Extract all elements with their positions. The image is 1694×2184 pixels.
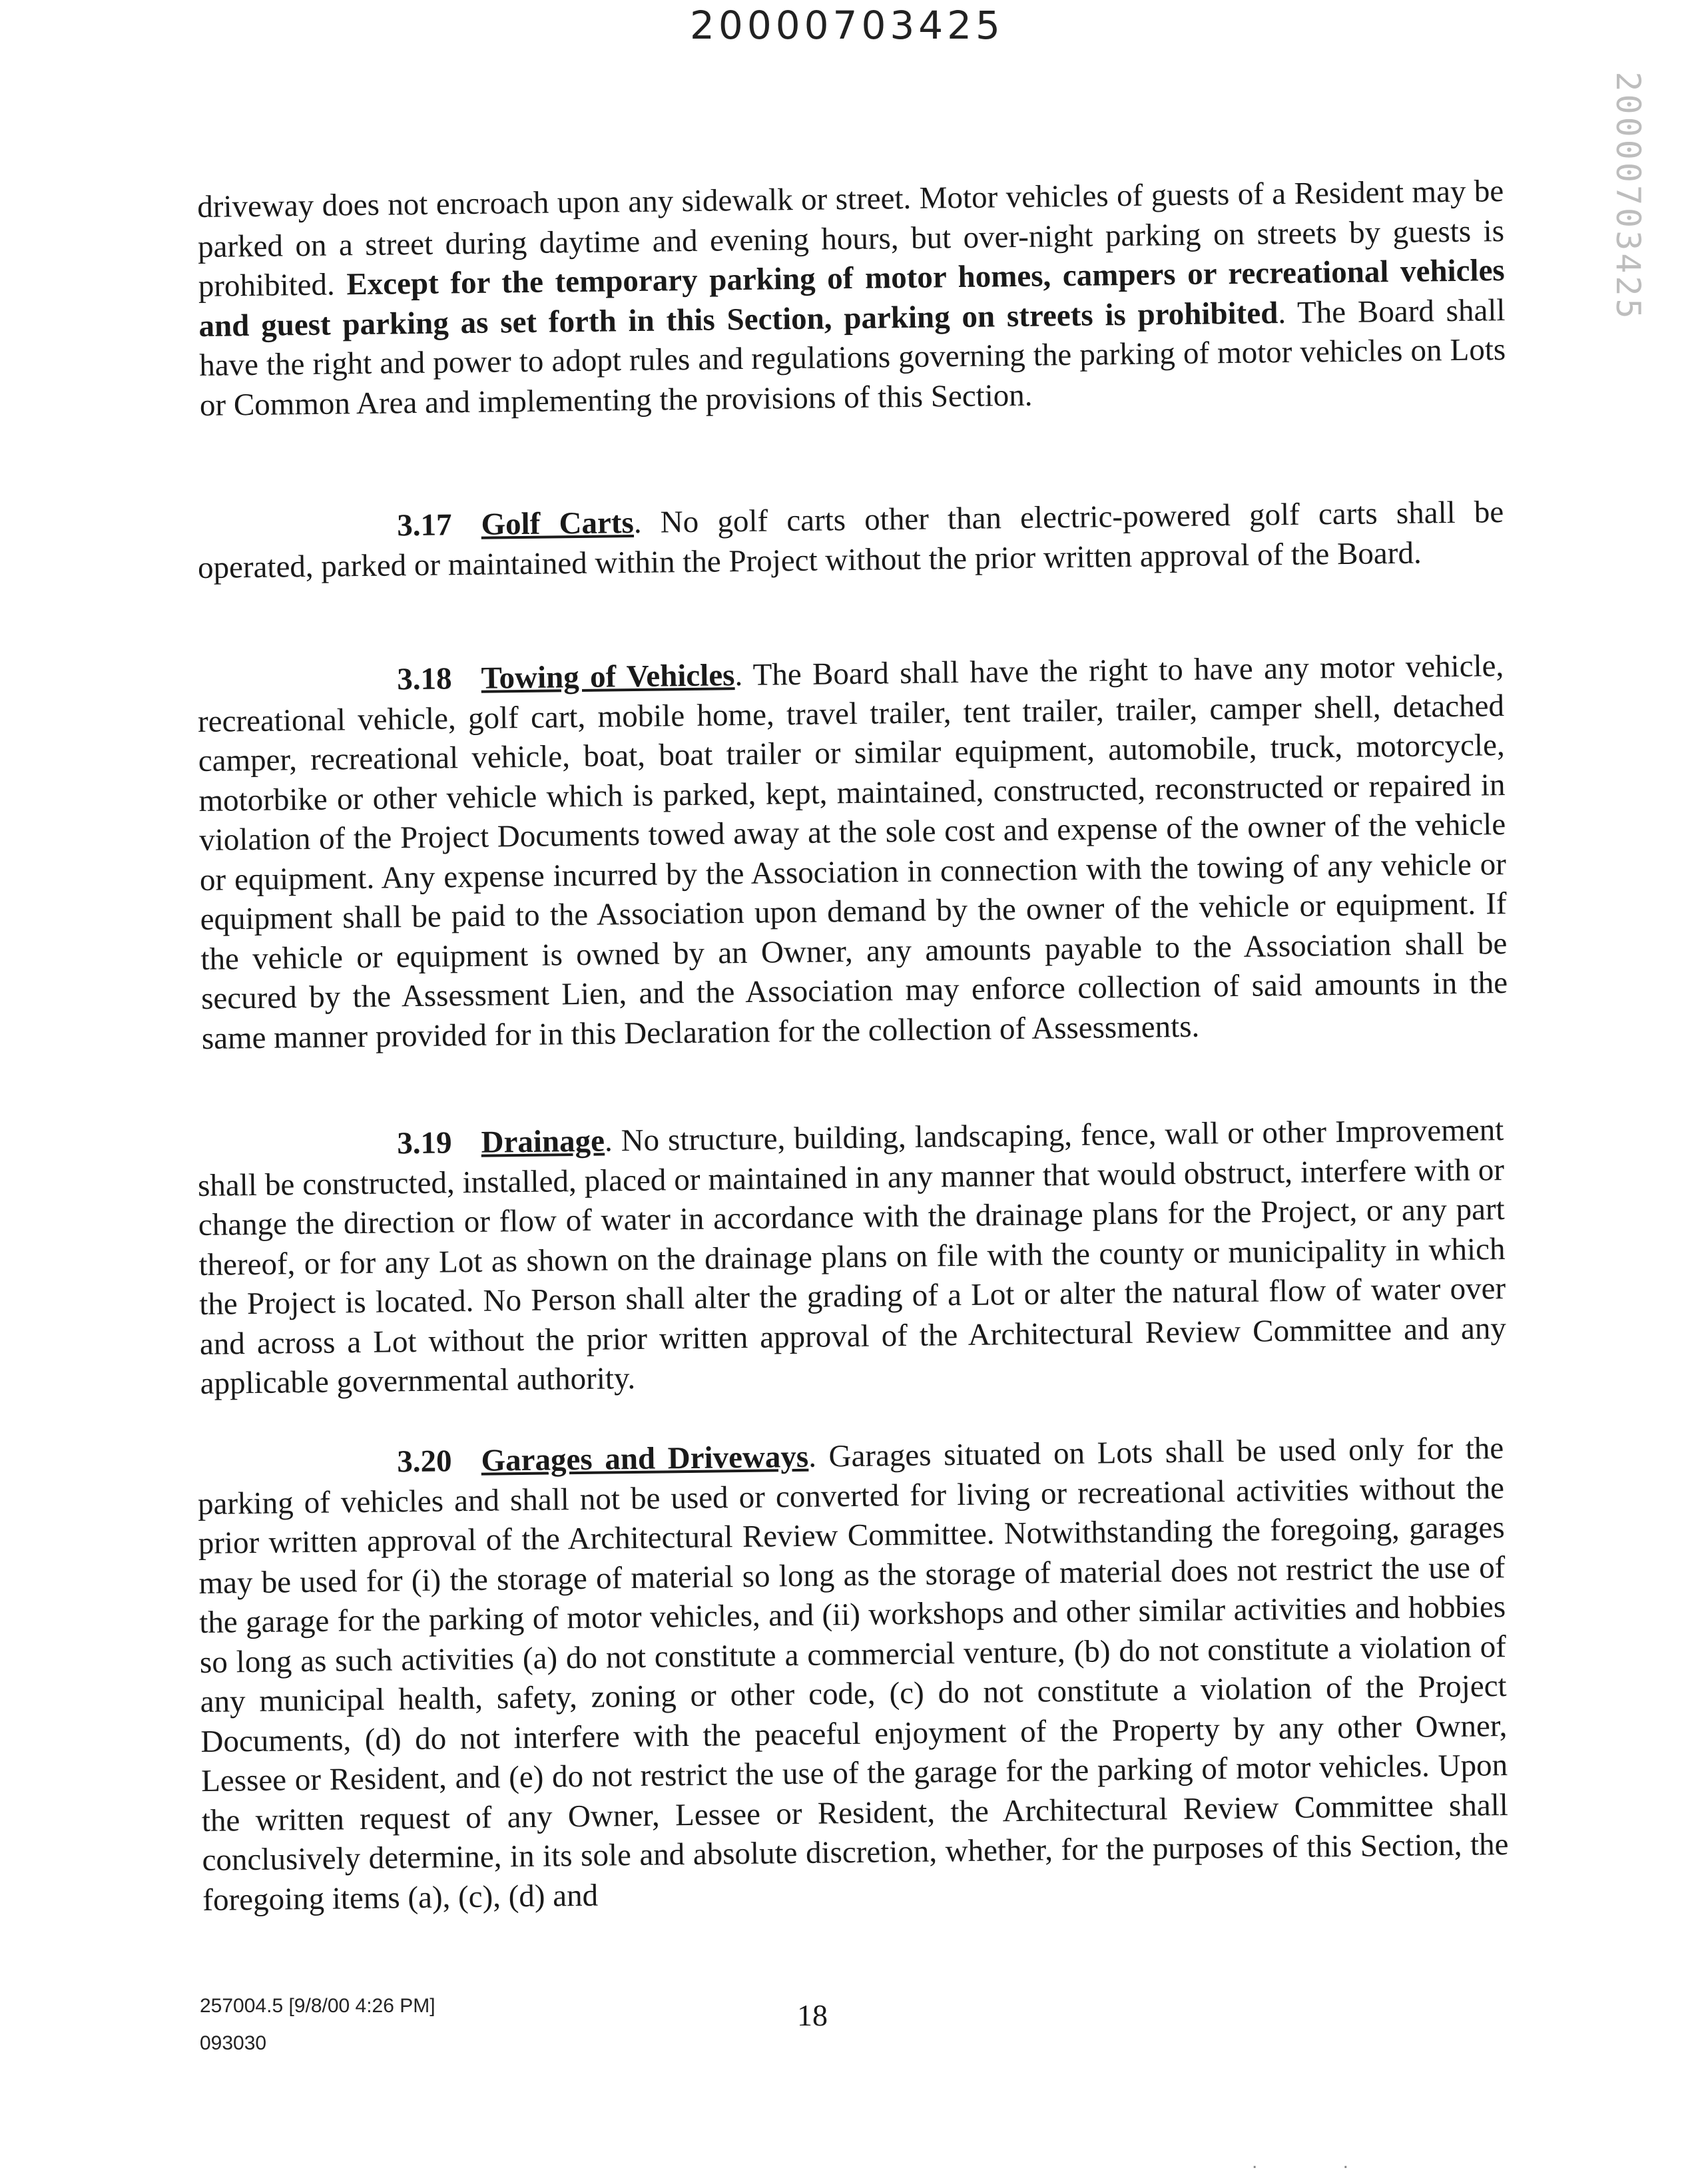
continued-paragraph [197,172,1506,425]
paragraph-bold-text: Except for the temporary parking of motor homes, campers or recreational vehicles and guest parking as set forth in this Section, parking on streets is prohibited [198,253,1505,344]
section-number: 3.18 [397,661,452,697]
paragraph-text: . The Board shall have the right and power to adopt rules and regulations governing the parking of motor vehicles on Lots or Common Area and implementing the provisions of this Section. [198,292,1506,423]
side-stamp-text: 20000703425 [1609,71,1647,322]
footer-reference [200,1988,435,2062]
section-text: . The Board shall have the right to have any motor vehicle, recreational vehicle, golf cart, mobile home, travel trailer, tent trailer, trailer, camper shell, detached camper, recreational vehicle, boat, boat trailer or similar equipment, automobile, truck, motorcycle, motorbike or other vehicle which is parked, kept, maintained, constructed, reconstructed or repaired in violation of the Project Documents towed away at the sole cost and expense of the owner of the vehicle or equipment. Any expense incurred by the Association in connection with the towing of any vehicle or equipment shall be paid to the Association upon demand by the owner of the vehicle or equipment. If the vehicle or equipment is owned by an Owner, any amounts payable to the Association shall be secured by the Assessment Lien, and the Association may enforce collection of said amounts in the same manner provided for in this Declaration for the collection of Assessments. [197,649,1508,1056]
document-number: 20000703425 [690,3,1004,48]
section-title: Drainage [481,1123,605,1160]
side-stamp [1588,71,1668,322]
section-text: . No structure, building, landscaping, fence, wall or other Improvement shall be constructed, installed, placed or maintained in any manner that would obstruct, interfere with or change the direction or flow of water in accordance with the drainage plans for the Project, or any part thereof, or for any Lot as shown on the drainage plans on file with the county or municipality in which the Project is located. No Person shall alter the grading of a Lot or alter the natural flow of water over and across a Lot without the prior written approval of the Architectural Review Committee and any applicable governmental authority. [197,1113,1507,1401]
client-code: 093030 [200,2032,267,2054]
section-number: 3.19 [397,1125,452,1161]
document-reference: 257004.5 [9/8/00 4:26 PM] [200,1995,435,2017]
section-title: Towing of Vehicles [481,658,735,696]
section-title: Golf Carts [481,505,635,542]
section-text: . No golf carts other than electric-powered golf carts shall be operated, parked or maintained within the Project without the prior written approval of the Board. [197,495,1504,585]
section-text: . Garages situated on Lots shall be used only for the parking of vehicles and shall not be used or converted for living or recreational activities without the prior written approval of the Architectural Review Committee. Notwithstanding the foregoing, garages may be used for (i) the storage of material so long as the storage of material does not restrict the use of the garage for the parking of motor vehicles, and (ii) workshops and other similar activities and hobbies so long as such activities (a) do not constitute a commercial venture, (b) do not constitute a violation of any municipal health, safety, zoning or other code, (c) do not constitute a violation of the Project Documents, (d) do not interfere with the peaceful enjoyment of the Property by any other Owner, Lessee or Resident, and (e) do not restrict the use of the garage for the parking of motor vehicles. Upon the written request of any Owner, Lessee or Resident, the Architectural Review Committee shall conclusively determine, in its sole and absolute discretion, whether, for the purposes of this Section, the foregoing items (a), (c), (d) and [197,1431,1509,1918]
corner-marks: . . [1252,2151,1389,2173]
paragraph-text: driveway does not encroach upon any sidewalk or street. Motor vehicles of guests of a Resident may be parked on a street during daytime and evening hours, but over-night parking on streets by guests is prohibited. [197,174,1505,304]
page-number: 18 [797,1998,828,2032]
section-title: Garages and Driveways [481,1439,809,1478]
section-3-20 [197,1429,1510,1920]
section-3-18 [197,647,1508,1059]
section-3-19 [197,1111,1507,1404]
section-number: 3.17 [397,507,452,543]
section-3-17 [197,493,1504,588]
section-number: 3.20 [397,1444,452,1480]
